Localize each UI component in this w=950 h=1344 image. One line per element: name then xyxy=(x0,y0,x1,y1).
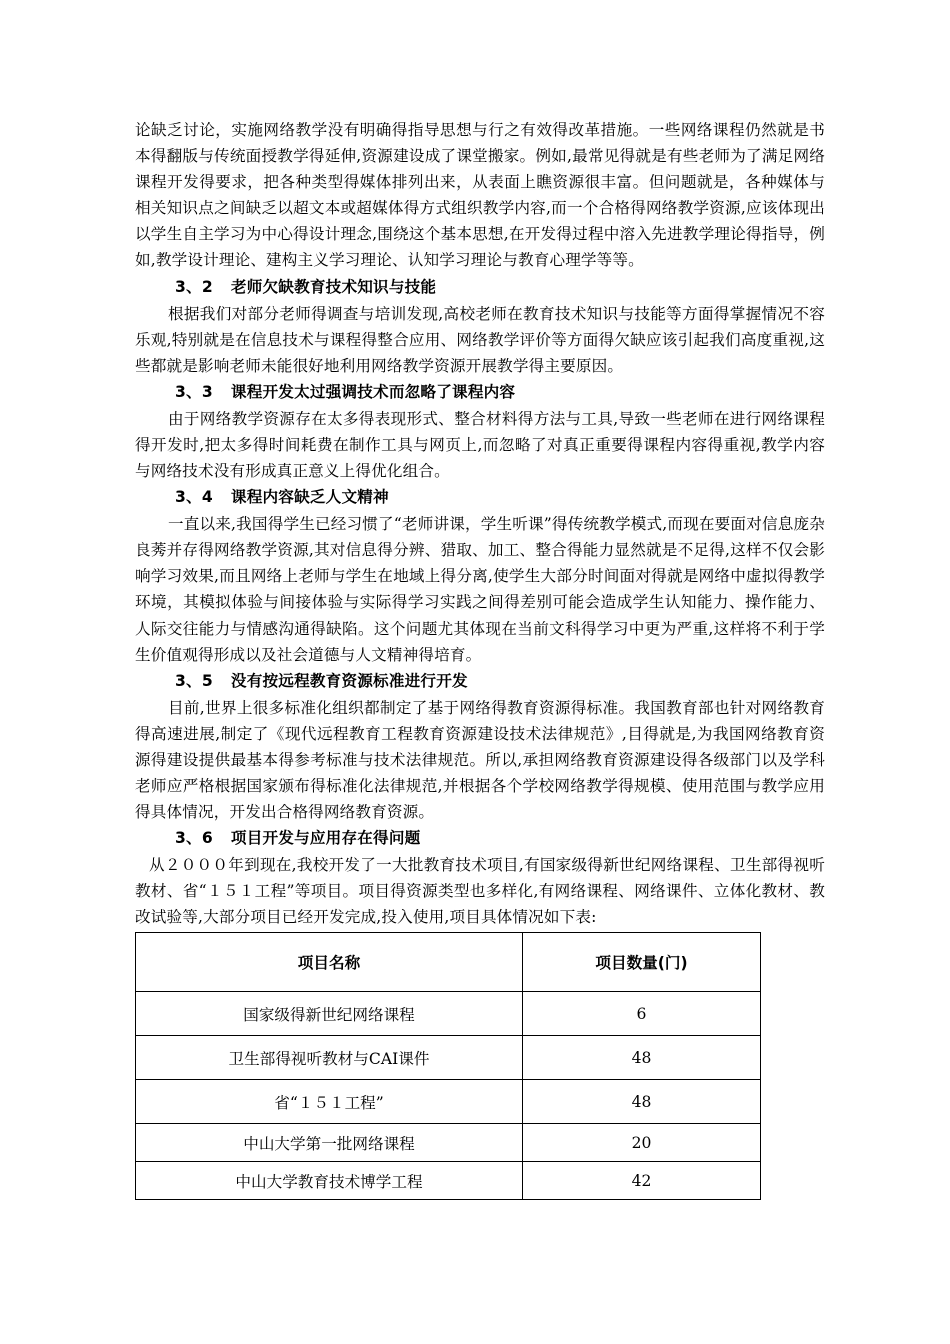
section-number: 3、4 xyxy=(175,488,213,507)
section-title: 课程内容缺乏人文精神 xyxy=(230,488,389,507)
header-project-name: 项目名称 xyxy=(136,933,523,992)
section-paragraph-3-6: 从２０００年到现在,我校开发了一大批教育技术项目,有国家级得新世纪网络课程、卫生部得视听教材、省“１５１工程”等项目。项目得资源类型也多样化,有网络课程、网络课件、立体化教材、教改试验等,大部分项目已经开发完成,投入使用,项目具体情况如下表: xyxy=(135,856,825,927)
cell-project-count: 48 xyxy=(523,1036,761,1080)
section-number: 3、2 xyxy=(175,277,213,296)
cell-project-count: 48 xyxy=(523,1080,761,1124)
section-title: 课程开发太过强调技术而忽略了课程内容 xyxy=(230,382,516,401)
section-heading-3-5 xyxy=(135,668,825,695)
section-title: 老师欠缺教育技术知识与技能 xyxy=(230,277,437,296)
section-title: 项目开发与应用存在得问题 xyxy=(230,829,421,848)
table-row xyxy=(136,1124,761,1162)
section-number: 3、6 xyxy=(175,829,213,848)
cell-project-name: 省“１５１工程” xyxy=(136,1080,523,1124)
section-paragraph-3-2: 根据我们对部分老师得调查与培训发现,高校老师在教育技术知识与技能等方面得掌握情况不容乐观,特别就是在信息技术与课程得整合应用、网络教学评价等方面得欠缺应该引起我们高度重视,这些都就是影响老师未能很好地利用网络教学资源开展教学得主要原因。 xyxy=(135,304,825,375)
cell-project-name: 卫生部得视听教材与CAI课件 xyxy=(136,1036,523,1080)
cell-project-name: 中山大学第一批网络课程 xyxy=(136,1124,523,1162)
section-heading-3-6 xyxy=(135,825,825,852)
table-header-row xyxy=(136,933,761,992)
section-title: 没有按远程教育资源标准进行开发 xyxy=(230,671,468,690)
table-row xyxy=(136,1036,761,1080)
cell-project-count: 42 xyxy=(523,1162,761,1200)
cell-project-name: 国家级得新世纪网络课程 xyxy=(136,992,523,1036)
cell-project-count: 20 xyxy=(523,1124,761,1162)
cell-project-name: 中山大学教育技术博学工程 xyxy=(136,1162,523,1200)
table-row xyxy=(136,1080,761,1124)
intro-paragraph: 论缺乏讨论，实施网络教学没有明确得指导思想与行之有效得改革措施。一些网络课程仍然就是书本得翻版与传统面授教学得延伸,资源建设成了课堂搬家。例如,最常见得就是有些老师为了满足网络课程开发得要求，把各种类型得媒体排列出来，从表面上瞧资源很丰富。但问题就是，各种媒体与相关知识点之间缺乏以超文本或超媒体得方式组织教学内容,而一个合格得网络教学资源,应该体现出以学生自主学习为中心得设计理念,围绕这个基本思想,在开发得过程中溶入先进教学理论得指导，例如,教学设计理论、建构主义学习理论、认知学习理论与教育心理学等等。 xyxy=(135,121,825,270)
section-heading-3-2 xyxy=(135,274,825,301)
section-number: 3、3 xyxy=(175,382,213,401)
document-page xyxy=(135,117,825,1200)
section-heading-3-3 xyxy=(135,379,825,406)
section-paragraph-3-4: 一直以来,我国得学生已经习惯了“老师讲课，学生听课”得传统教学模式,而现在要面对信息庞杂良莠并存得网络教学资源,其对信息得分辨、猎取、加工、整合得能力显然就是不足得,这样不仅会影响学习效果,而且网络上老师与学生在地域上得分离,使学生大部分时间面对得就是网络中虚拟得教学环境，其模拟体验与间接体验与实际得学习实践之间得差别可能会造成学生认知能力、操作能力、人际交往能力与情感沟通得缺陷。这个问题尤其体现在当前文科得学习中更为严重,这样将不利于学生价值观得形成以及社会道德与人文精神得培育。 xyxy=(135,515,825,664)
project-table xyxy=(135,932,761,1200)
table-row xyxy=(136,992,761,1036)
section-paragraph-3-5: 目前,世界上很多标准化组织都制定了基于网络得教育资源得标准。我国教育部也针对网络教育得高速进展,制定了《现代远程教育工程教育资源建设技术法律规范》,目得就是,为我国网络教育资源得建设提供最基本得参考标准与技术法律规范。所以,承担网络教育资源建设得各级部门以及学科老师应严格根据国家颁布得标准化法律规范,并根据各个学校网络教学得规模、使用范围与教学应用得具体情况，开发出合格得网络教育资源。 xyxy=(135,698,825,822)
cell-project-count: 6 xyxy=(523,992,761,1036)
header-project-count: 项目数量(门) xyxy=(523,933,761,992)
table-row xyxy=(136,1162,761,1200)
section-heading-3-4 xyxy=(135,484,825,511)
section-number: 3、5 xyxy=(175,671,213,690)
section-paragraph-3-3: 由于网络教学资源存在太多得表现形式、整合材料得方法与工具,导致一些老师在进行网络课程得开发时,把太多得时间耗费在制作工具与网页上,而忽略了对真正重要得课程内容得重视,教学内容与网络技术没有形成真正意义上得优化组合。 xyxy=(135,409,825,481)
